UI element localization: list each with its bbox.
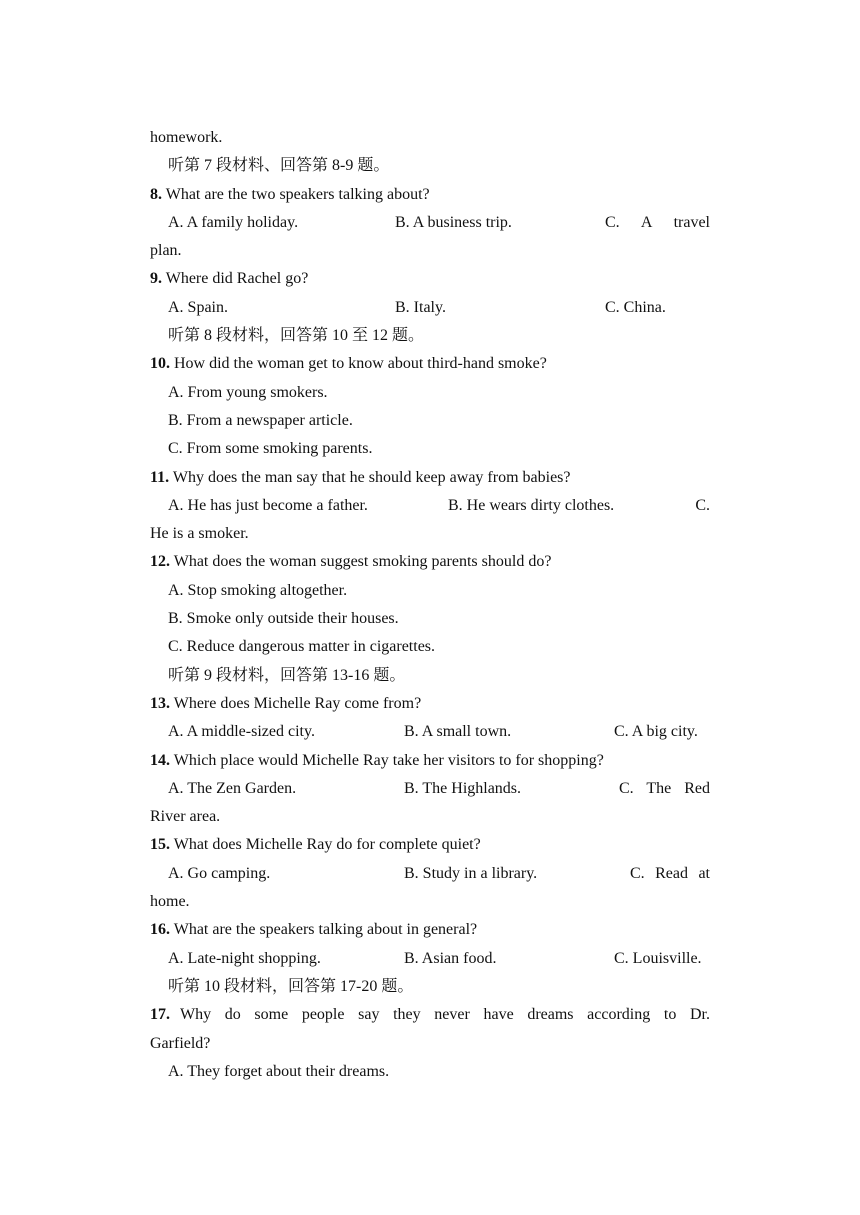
question-text: What are the two speakers talking about?: [162, 185, 430, 203]
option-a: A. Spain.: [168, 298, 228, 316]
section-instruction: 听第 8 段材料，回答第 10 至 12 题。: [168, 327, 425, 345]
options-row: [150, 718, 710, 746]
option-a: A. Go camping.: [168, 864, 271, 882]
question-number: 10.: [150, 355, 170, 373]
question-10: [150, 350, 710, 378]
option-a: A. He has just become a father.: [168, 496, 368, 514]
option-c: C. Louisville.: [614, 949, 702, 967]
option-c-continued: plan.: [150, 242, 182, 260]
option-c: C. China.: [605, 298, 666, 316]
question-16: [150, 916, 710, 944]
option-b: B. Asian food.: [404, 949, 497, 967]
option-b: B. A small town.: [404, 723, 512, 741]
options-row: [150, 860, 710, 888]
question-text: What does the woman suggest smoking parents should do?: [170, 553, 552, 571]
options-row: [150, 492, 710, 520]
option-b: B. From a newspaper article.: [168, 411, 353, 429]
question-number: 15.: [150, 836, 170, 854]
option-b: B. Italy.: [395, 298, 446, 316]
section-instruction: 听第 7 段材料、回答第 8-9 题。: [168, 157, 390, 175]
option-b: B. Study in a library.: [404, 864, 538, 882]
option-c-continued: home.: [150, 893, 190, 911]
options-row: [150, 209, 710, 237]
option-c: C. A big city.: [614, 723, 698, 741]
question-number: 14.: [150, 751, 170, 769]
question-text: Which place would Michelle Ray take her visitors to for shopping?: [170, 751, 604, 769]
option-c: C.: [695, 496, 710, 514]
option-c: C. Read at: [630, 864, 710, 882]
option-c: C. Reduce dangerous matter in cigarettes.: [168, 638, 436, 656]
text-line: homework.: [150, 129, 223, 146]
option-b: B. The Highlands.: [404, 779, 522, 797]
options-row: [150, 775, 710, 803]
question-text: What does Michelle Ray do for complete quiet?: [170, 836, 481, 854]
option-b: B. A business trip.: [395, 213, 512, 231]
question-text: How did the woman get to know about third-hand smoke?: [170, 355, 547, 373]
option-a: A. From young smokers.: [168, 383, 328, 401]
option-a: A. The Zen Garden.: [168, 779, 297, 797]
question-13: [150, 690, 710, 718]
option-c: C. A travel: [605, 213, 710, 231]
option-a: A. Late-night shopping.: [168, 949, 321, 967]
question-text: Why do some people say they never have dreams according to Dr.: [180, 1006, 710, 1024]
options-row: [150, 945, 710, 973]
option-a: A. Stop smoking altogether.: [168, 581, 348, 599]
option-c-continued: He is a smoker.: [150, 525, 249, 543]
question-text-continued: Garfield?: [150, 1034, 211, 1052]
question-number: 17.: [150, 1006, 170, 1024]
option-a: A. They forget about their dreams.: [168, 1062, 390, 1080]
question-text: Where did Rachel go?: [162, 270, 309, 288]
question-number: 12.: [150, 553, 170, 571]
question-number: 16.: [150, 921, 170, 939]
question-text: Why does the man say that he should keep away from babies?: [169, 468, 571, 486]
option-c-continued: River area.: [150, 808, 221, 826]
question-text: Where does Michelle Ray come from?: [170, 694, 422, 712]
question-text: What are the speakers talking about in general?: [170, 921, 478, 939]
option-b: B. Smoke only outside their houses.: [168, 610, 399, 628]
section-instruction: 听第 10 段材料，回答第 17-20 题。: [168, 977, 414, 995]
option-a: A. A middle-sized city.: [168, 723, 315, 741]
question-8: [150, 181, 710, 209]
document-page: [150, 124, 710, 1086]
option-b: B. He wears dirty clothes.: [448, 496, 615, 514]
question-15: [150, 831, 710, 859]
question-14: [150, 747, 710, 775]
question-number: 9.: [150, 270, 162, 288]
option-c: C. From some smoking parents.: [168, 440, 373, 458]
question-11: [150, 464, 710, 492]
section-instruction: 听第 9 段材料，回答第 13-16 题。: [168, 666, 406, 684]
question-9: [150, 265, 710, 293]
question-number: 8.: [150, 185, 162, 203]
option-a: A. A family holiday.: [168, 213, 299, 231]
option-c: C. The Red: [619, 779, 710, 797]
options-row: [150, 294, 710, 322]
question-17: [150, 1001, 710, 1029]
question-number: 13.: [150, 694, 170, 712]
question-number: 11.: [150, 468, 170, 486]
question-12: [150, 548, 710, 576]
